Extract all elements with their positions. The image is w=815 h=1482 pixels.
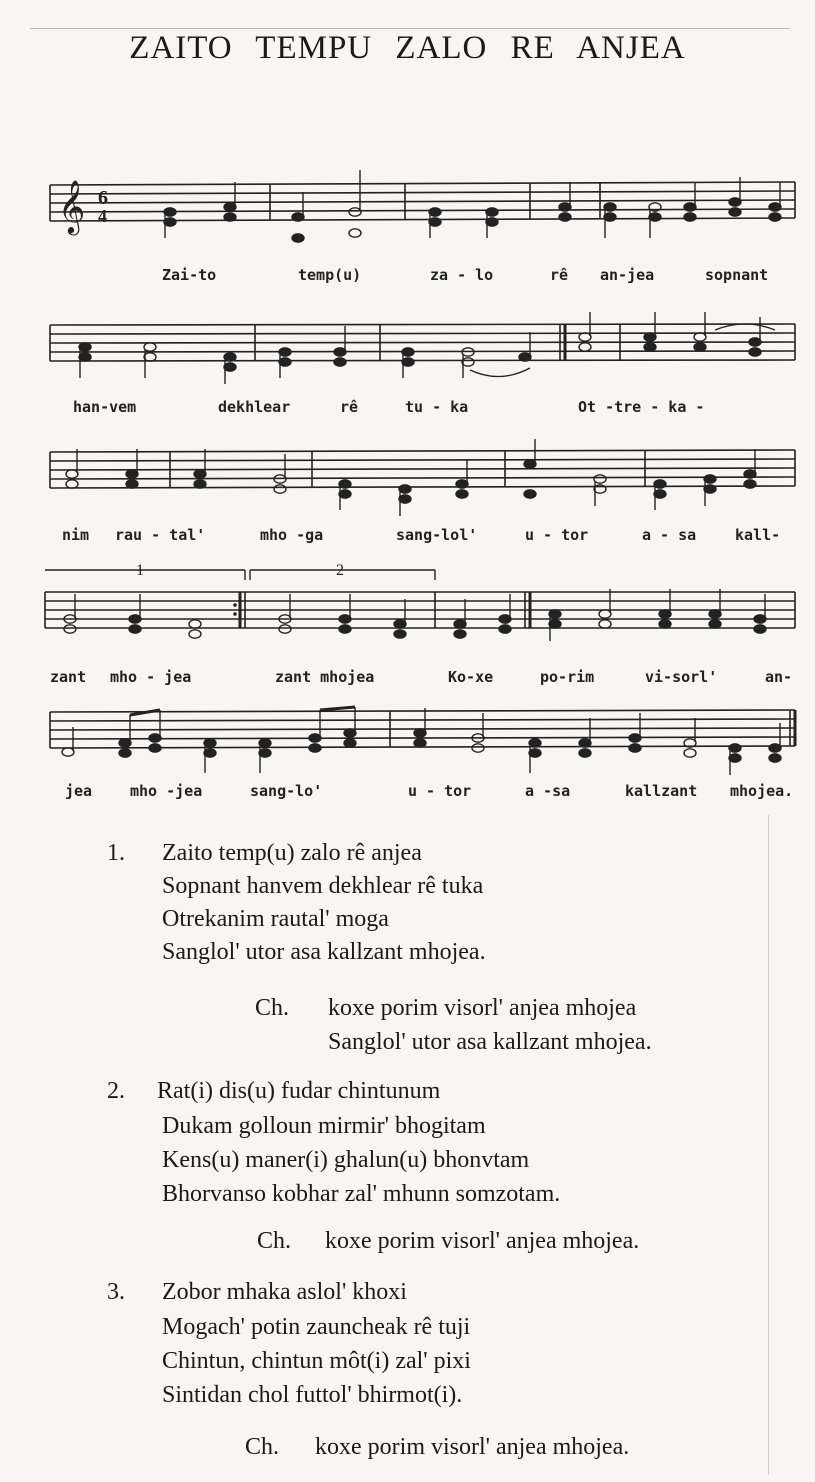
lyric: Ko-xe: [448, 668, 494, 686]
lyric: sopnant: [705, 266, 769, 284]
verse-2-chorus-line: koxe porim visorl' anjea mhojea.: [325, 1228, 640, 1254]
lyric: kall-: [735, 526, 781, 544]
lyric: kallzant: [625, 782, 698, 800]
lyric: temp(u): [298, 266, 362, 284]
lyric: u - tor: [408, 782, 472, 800]
lyric: zant mhojea: [275, 668, 375, 686]
verse-1-chorus-label: Ch.: [255, 995, 290, 1021]
verse-1-line: Zaito temp(u) zalo rê anjea: [162, 840, 422, 866]
treble-clef-icon: 𝄞: [58, 179, 86, 233]
lyric: mhojea.: [730, 782, 794, 800]
lyric: an-: [765, 668, 793, 686]
time-signature-bottom: 4: [98, 206, 107, 226]
notes-1: [164, 170, 781, 242]
staff-1: [0, 160, 815, 270]
volta-2-label: 2: [336, 562, 344, 579]
lyric: han-vem: [73, 398, 137, 416]
lyrics-line-2: [0, 398, 815, 422]
time-signature-top: 6: [98, 187, 108, 209]
lyric: zant: [50, 668, 87, 686]
staff-2: [0, 300, 815, 400]
lyric: a - sa: [642, 526, 697, 544]
lyric: rau - tal': [115, 526, 206, 544]
lyric: Zai-to: [162, 266, 217, 284]
verse-2-line: Kens(u) maner(i) ghalun(u) bhonvtam: [162, 1147, 530, 1173]
verse-1-number: 1.: [107, 840, 125, 866]
verse-1-chorus-line: Sanglol' utor asa kallzant mhojea.: [328, 1029, 652, 1055]
lyrics-line-3: [0, 526, 815, 550]
lyric: sang-lol': [396, 526, 478, 544]
lyric: Ot -tre - ka -: [578, 398, 705, 416]
lyric: mho -ga: [260, 526, 324, 544]
lyric: dekhlear: [218, 398, 291, 416]
page-edge-line: [30, 28, 790, 29]
verse-2-line: Dukam golloun mirmir' bhogitam: [162, 1113, 486, 1139]
song-title: ZAITO TEMPU ZALO RE ANJEA: [129, 30, 686, 66]
verse-3-number: 3.: [107, 1279, 125, 1305]
lyric: jea: [65, 782, 93, 800]
verse-1-chorus-line: koxe porim visorl' anjea mhojea: [328, 995, 637, 1021]
notes-5: [62, 707, 781, 775]
lyrics-line-4: [0, 668, 815, 692]
verse-1-line: Otrekanim rautal' moga: [162, 906, 389, 932]
volta-1-label: 1: [136, 562, 144, 579]
verse-3-chorus-line: koxe porim visorl' anjea mhojea.: [315, 1434, 630, 1460]
lyric: za - lo: [430, 266, 494, 284]
lyric: tu - ka: [405, 398, 469, 416]
lyrics-text-panel: [95, 822, 770, 1472]
verse-1-line: Sanglol' utor asa kallzant mhojea.: [162, 939, 486, 965]
lyric: nim: [62, 526, 90, 544]
lyrics-line-1: [0, 266, 815, 290]
lyric: mho - jea: [110, 668, 192, 686]
lyric: rê: [550, 266, 569, 284]
staff-3: [0, 430, 815, 530]
lyric: mho -jea: [130, 782, 203, 800]
lyric: vi-sorl': [645, 668, 718, 686]
lyrics-line-5: [0, 782, 815, 806]
staff-4: [0, 555, 815, 665]
lyric: u - tor: [525, 526, 589, 544]
verse-2-line: Bhorvanso kobhar zal' mhunn somzotam.: [162, 1181, 561, 1207]
verse-1-line: Sopnant hanvem dekhlear rê tuka: [162, 873, 484, 899]
verse-3-line: Zobor mhaka aslol' khoxi: [162, 1279, 407, 1305]
music-system-2: [0, 300, 815, 450]
lyric: an-jea: [600, 266, 655, 284]
lyric: rê: [340, 398, 359, 416]
notes-4: [64, 589, 766, 641]
verse-3-line: Sintidan chol futtol' bhirmot(i).: [162, 1382, 463, 1408]
lyric: a -sa: [525, 782, 571, 800]
verse-3-line: Chintun, chintun môt(i) zal' pixi: [162, 1348, 471, 1374]
verse-3-line: Mogach' potin zauncheak rê tuji: [162, 1314, 471, 1340]
verse-2-line: Rat(i) dis(u) fudar chintunum: [157, 1078, 441, 1104]
verse-2-chorus-label: Ch.: [257, 1228, 292, 1254]
verse-3-chorus-label: Ch.: [245, 1434, 280, 1460]
lyric: po-rim: [540, 668, 595, 686]
notes-2: [79, 312, 761, 384]
lyric: sang-lo': [250, 782, 323, 800]
verse-2-number: 2.: [107, 1078, 125, 1104]
